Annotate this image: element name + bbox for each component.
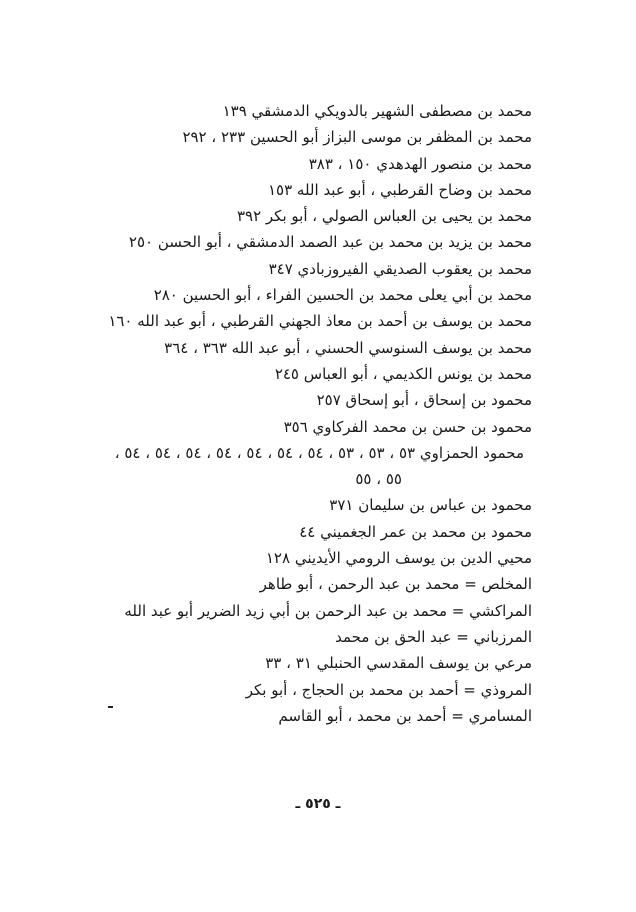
- index-entry: محمود الحمزاوي ٥٣ ، ٥٣ ، ٥٣ ، ٥٤ ، ٥٤ ، ٥٤ ، ٥٤ ، ٥٤ ، ٥٤ ، ٥٤ ،: [114, 443, 524, 462]
- index-entry: محمد بن وضاح القرطبي ، أبو عبد الله ١٥٣: [267, 180, 532, 199]
- index-entry: المرزباني = عبد الحق بن محمد: [335, 627, 532, 646]
- index-entry: محمد بن يزيد بن محمد بن عبد الصمد الدمشقي ، أبو الحسن ٢٥٠: [128, 233, 532, 252]
- index-entry: محمد بن منصور الهدهدي ١٥٠ ، ٣٨٣: [308, 154, 532, 173]
- index-entry: المروذي = أحمد بن محمد بن الحجاج ، أبو بكر: [245, 680, 532, 699]
- index-entry: محمود بن محمد بن عمر الجغميني ٤٤: [299, 522, 532, 541]
- index-entry-continuation: ٥٥ ، ٥٥: [355, 470, 402, 489]
- print-mark: [108, 706, 113, 708]
- index-entry: محمود بن حسن بن محمد الفركاوي ٣٥٦: [283, 417, 532, 436]
- index-entry: محمد بن يوسف بن أحمد بن معاذ الجهني القرطبي ، أبو عبد الله ١٦٠: [108, 312, 532, 331]
- index-entry: المسامري = أحمد بن محمد ، أبو القاسم: [278, 706, 532, 725]
- page-number: ـ ٥٢٥ ـ: [295, 796, 341, 812]
- index-entry: محمود بن إسحاق ، أبو إسحاق ٢٥٧: [316, 391, 532, 410]
- index-entry: محيي الدين بن يوسف الرومي الأيديني ١٢٨: [265, 549, 532, 568]
- index-entry: محمود بن عباس بن سليمان ٣٧١: [329, 496, 532, 515]
- index-entry: محمد بن أبي يعلى محمد بن الحسين الفراء ، أبو الحسين ٢٨٠: [153, 286, 532, 305]
- index-entry: مرعي بن يوسف المقدسي الحنبلي ٣١ ، ٣٣: [265, 654, 532, 673]
- index-entry: محمد بن يعقوب الصديقي الفيروزبادي ٣٤٧: [268, 259, 532, 278]
- index-entry: المخلص = محمد بن عبد الرحمن ، أبو طاهر: [259, 575, 532, 594]
- index-entry: محمد بن المظفر بن موسى البزاز أبو الحسين ٢٣٣ ، ٢٩٢: [182, 128, 532, 147]
- index-entry: محمد بن مصطفى الشهير بالدويكي الدمشقي ١٣٩: [222, 102, 532, 120]
- index-entry: محمد بن يونس الكديمي ، أبو العباس ٢٤٥: [274, 364, 532, 383]
- index-entries-list: [32, 98, 532, 729]
- index-entry: المراكشي = محمد بن عبد الرحمن بن أبي زيد الضرير أبو عبد الله: [124, 601, 532, 620]
- index-entry: محمد بن يحيى بن العباس الصولي ، أبو بكر ٣٩٢: [236, 207, 532, 226]
- index-entry: محمد بن يوسف السنوسي الحسني ، أبو عبد الله ٣٦٣ ، ٣٦٤: [164, 338, 532, 357]
